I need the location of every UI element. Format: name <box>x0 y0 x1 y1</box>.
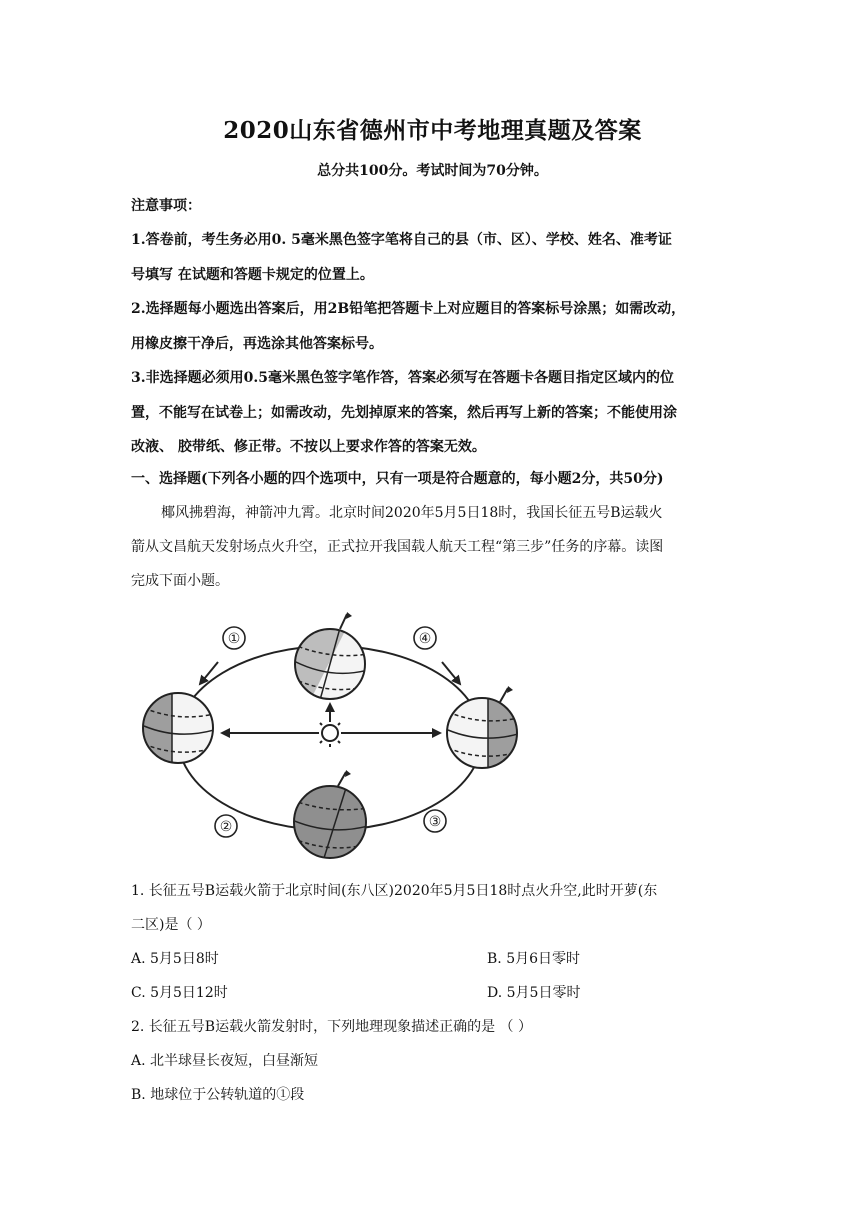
sun-icon <box>316 719 344 747</box>
earth-globe-icon <box>445 686 522 772</box>
q1-option-b: B. 5月6日零时 <box>487 951 581 967</box>
question-1-line-1: 1. 长征五号B运载火箭于北京时间(东八区)2020年5月5日18时点火升空,此时开萝(东 <box>131 883 658 899</box>
notice-item-3-line-2: 置，不能写在试卷上；如需改动，先划掉原来的答案，然后再写上新的答案；不能使用涂 <box>131 405 677 421</box>
label-3 <box>424 810 446 832</box>
earth-globe-icon <box>290 770 370 864</box>
q1-option-c: C. 5月5日12时 <box>131 985 228 1001</box>
svg-text:③: ③ <box>428 814 442 830</box>
question-1-line-2: 二区)是（ ） <box>131 917 211 933</box>
notice-item-2-line-2: 用橡皮擦干净后，再选涂其他答案标号。 <box>131 336 383 352</box>
q1-option-d: D. 5月5日零时 <box>487 985 581 1001</box>
label-4 <box>414 627 436 649</box>
svg-text:④: ④ <box>418 631 432 647</box>
q2-option-b: B. 地球位于公转轨道的①段 <box>131 1087 305 1103</box>
section-heading: 一、选择题(下列各小题的四个选项中，只有一项是符合题意的，每小题2分，共50分) <box>131 471 664 487</box>
passage-line-3: 完成下面小题。 <box>131 573 229 589</box>
notice-item-3-line-3: 改液、 胶带纸、修正带。不按以上要求作答的答案无效。 <box>131 439 486 455</box>
notice-item-1-line-2: 号填写 在试题和答题卡规定的位置上。 <box>131 267 374 283</box>
notice-heading: 注意事项： <box>131 198 201 214</box>
earth-globe-icon <box>140 690 216 766</box>
passage-line-2: 箭从文昌航天发射场点火升空，正式拉开我国载人航天工程“第三步”任务的序幕。读图 <box>131 539 664 555</box>
notice-item-2-line-1: 2.选择题每小题选出答案后，用2B铅笔把答题卡上对应题目的答案标号涂黑；如需改动， <box>131 301 686 317</box>
orbit-arrow-top-right <box>442 662 460 684</box>
label-1 <box>223 627 245 649</box>
earth-globe-icon <box>290 612 370 705</box>
question-2-stem: 2. 长征五号B运载火箭发射时，下列地理现象描述正确的是 （ ） <box>131 1019 532 1035</box>
orbit-arrow-top-left <box>200 662 218 684</box>
label-2 <box>215 815 237 837</box>
q2-option-a: A. 北半球昼长夜短，白昼渐短 <box>131 1053 319 1069</box>
page-title: 2020山东省德州市中考地理真题及答案 <box>223 117 642 144</box>
svg-text:②: ② <box>219 819 233 835</box>
svg-text:①: ① <box>227 631 241 647</box>
q1-option-a: A. 5月5日8时 <box>131 951 219 967</box>
earth-revolution-diagram <box>140 600 530 885</box>
page-subtitle: 总分共100分。考试时间为70分钟。 <box>317 163 548 179</box>
passage-line-1: 椰风拂碧海，神箭冲九霄。北京时间2020年5月5日18时，我国长征五号B运载火 <box>161 505 663 521</box>
notice-item-3-line-1: 3.非选择题必须用0.5毫米黑色签字笔作答，答案必须写在答题卡各题目指定区域内的位 <box>131 370 674 386</box>
notice-item-1-line-1: 1.答卷前，考生务必用0. 5毫米黑色签字笔将自己的县（市、区）、学校、姓名、准考证 <box>131 232 672 248</box>
